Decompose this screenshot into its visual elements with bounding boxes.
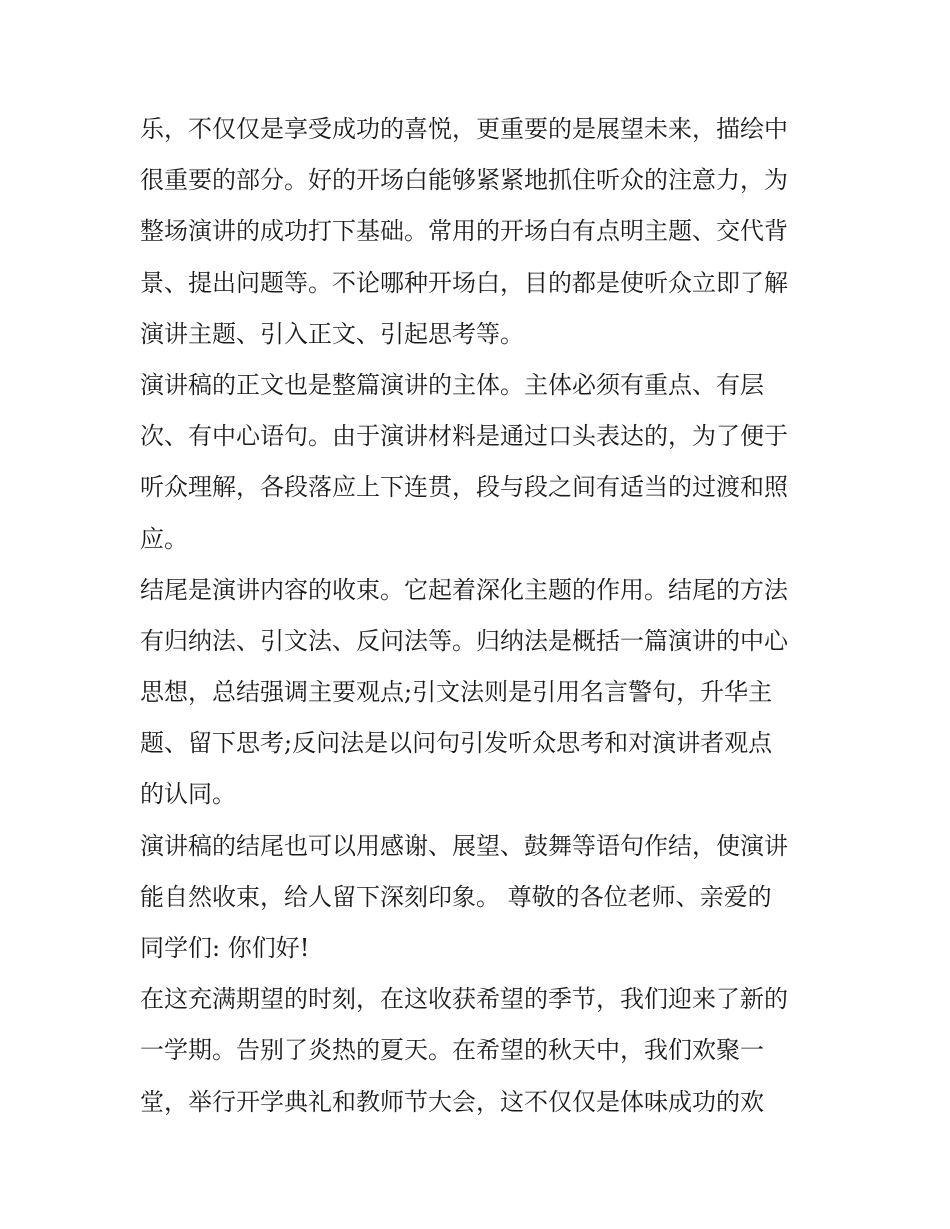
text-line-17: 同学们: 你们好! bbox=[140, 934, 310, 962]
text-line-1: 乐，不仅仅是享受成功的喜悦，更重要的是展望未来，描绘中 bbox=[140, 115, 788, 143]
text-line-8: 听众理解，各段落应上下连贯，段与段之间有适当的过渡和照 bbox=[140, 473, 788, 502]
text-line-2: 很重要的部分。好的开场白能够紧紧地抓住听众的注意力，为 bbox=[140, 166, 788, 195]
text-line-4: 景、提出问题等。不论哪种开场白，目的都是使听众立即了解 bbox=[140, 268, 788, 297]
text-line-16: 能自然收束，给人留下深刻印象。 尊敬的各位老师、亲爱的 bbox=[140, 882, 772, 911]
document-body bbox=[140, 104, 820, 1128]
text-line-5: 演讲主题、引入正文、引起思考等。 bbox=[140, 319, 524, 348]
text-line-14: 的认同。 bbox=[140, 780, 236, 809]
text-line-20: 堂，举行开学典礼和教师节大会，这不仅仅是体味成功的欢 bbox=[140, 1087, 764, 1116]
text-line-15: 演讲稿的结尾也可以用感谢、展望、鼓舞等语句作结，使演讲 bbox=[140, 831, 788, 860]
text-line-11: 有归纳法、引文法、反问法等。归纳法是概括一篇演讲的中心 bbox=[140, 626, 788, 655]
text-line-10: 结尾是演讲内容的收束。它起着深化主题的作用。结尾的方法 bbox=[140, 575, 788, 604]
text-line-9: 应。 bbox=[140, 524, 188, 553]
text-line-13: 题、留下思考;反问法是以问句引发听众思考和对演讲者观点 bbox=[140, 729, 773, 758]
text-line-12: 思想，总结强调主要观点;引文法则是引用名言警句，升华主 bbox=[140, 678, 773, 707]
text-line-3: 整场演讲的成功打下基础。常用的开场白有点明主题、交代背 bbox=[140, 217, 788, 246]
text-line-18: 在这充满期望的时刻，在这收获希望的季节，我们迎来了新的 bbox=[140, 985, 788, 1014]
text-line-7: 次、有中心语句。由于演讲材料是通过口头表达的，为了便于 bbox=[140, 422, 788, 451]
text-line-6: 演讲稿的正文也是整篇演讲的主体。主体必须有重点、有层 bbox=[140, 370, 764, 399]
text-line-19: 一学期。告别了炎热的夏天。在希望的秋天中，我们欢聚一 bbox=[140, 1036, 764, 1065]
